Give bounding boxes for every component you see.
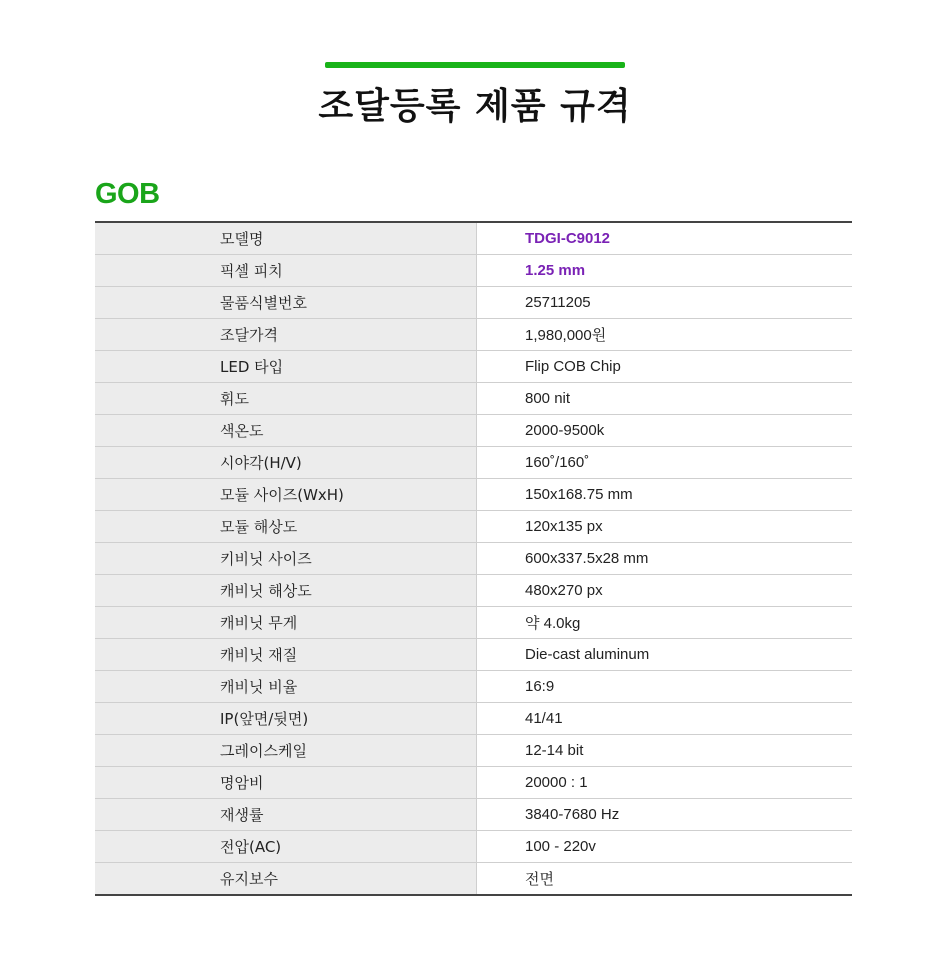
spec-row (95, 223, 852, 255)
spec-row (95, 735, 852, 767)
spec-row (95, 479, 852, 511)
spec-row (95, 255, 852, 287)
spec-label: 픽셀 피치 (95, 255, 477, 286)
section-title: GOB (95, 178, 160, 210)
spec-value: 16:9 (525, 678, 555, 695)
spec-row (95, 703, 852, 735)
spec-label: 캐비닛 무게 (95, 607, 477, 638)
spec-row (95, 319, 852, 351)
spec-row (95, 639, 852, 671)
spec-label: IP(앞면/뒷면) (95, 703, 477, 734)
spec-label: 캐비닛 재질 (95, 639, 477, 670)
spec-value: 약 4.0kg (525, 615, 581, 632)
spec-label: 캐비닛 해상도 (95, 575, 477, 606)
spec-row (95, 383, 852, 415)
spec-value: 120x135 px (525, 518, 603, 535)
spec-value: 12-14 bit (525, 742, 584, 759)
spec-label: 명암비 (95, 767, 477, 798)
spec-value: TDGI-C9012 (525, 230, 611, 247)
spec-row (95, 447, 852, 479)
spec-label: 모듈 해상도 (95, 511, 477, 542)
spec-row (95, 415, 852, 447)
spec-label: 전압(AC) (95, 831, 477, 862)
spec-value: 480x270 px (525, 582, 603, 599)
spec-row (95, 287, 852, 319)
spec-label: 시야각(H/V) (95, 447, 477, 478)
spec-value: 20000 : 1 (525, 774, 588, 791)
spec-value: 전면 (525, 871, 554, 888)
spec-label: 모델명 (95, 223, 477, 254)
spec-label: 모듈 사이즈(WxH) (95, 479, 477, 510)
spec-value: 150x168.75 mm (525, 486, 633, 503)
spec-value: 600x337.5x28 mm (525, 550, 649, 567)
title-accent-bar (325, 62, 625, 68)
spec-row (95, 799, 852, 831)
spec-value: 41/41 (525, 710, 563, 727)
spec-row (95, 511, 852, 543)
spec-value: 160˚/160˚ (525, 454, 590, 471)
spec-value: 25711205 (525, 294, 591, 311)
spec-label: 재생률 (95, 799, 477, 830)
spec-row (95, 543, 852, 575)
spec-label: 캐비닛 비율 (95, 671, 477, 702)
spec-table (95, 221, 852, 896)
spec-row (95, 671, 852, 703)
spec-row (95, 575, 852, 607)
spec-value: 1,980,000원 (525, 327, 607, 344)
spec-label: 휘도 (95, 383, 477, 414)
spec-value: Die-cast aluminum (525, 646, 650, 663)
spec-value: 100 - 220v (525, 838, 596, 855)
page-title: 조달등록 제품 규격 (318, 86, 632, 127)
spec-label: 그레이스케일 (95, 735, 477, 766)
spec-value: 1.25 mm (525, 262, 586, 279)
spec-value: 3840-7680 Hz (525, 806, 620, 823)
spec-value: Flip COB Chip (525, 358, 621, 375)
spec-row (95, 607, 852, 639)
spec-label: 색온도 (95, 415, 477, 446)
spec-label: LED 타입 (95, 351, 477, 382)
spec-label: 유지보수 (95, 863, 477, 894)
spec-label: 조달가격 (95, 319, 477, 350)
spec-label: 키비닛 사이즈 (95, 543, 477, 574)
spec-label: 물품식별번호 (95, 287, 477, 318)
spec-row (95, 831, 852, 863)
spec-value: 2000-9500k (525, 422, 605, 439)
spec-row (95, 351, 852, 383)
spec-row (95, 863, 852, 894)
spec-value: 800 nit (525, 390, 571, 407)
spec-row (95, 767, 852, 799)
